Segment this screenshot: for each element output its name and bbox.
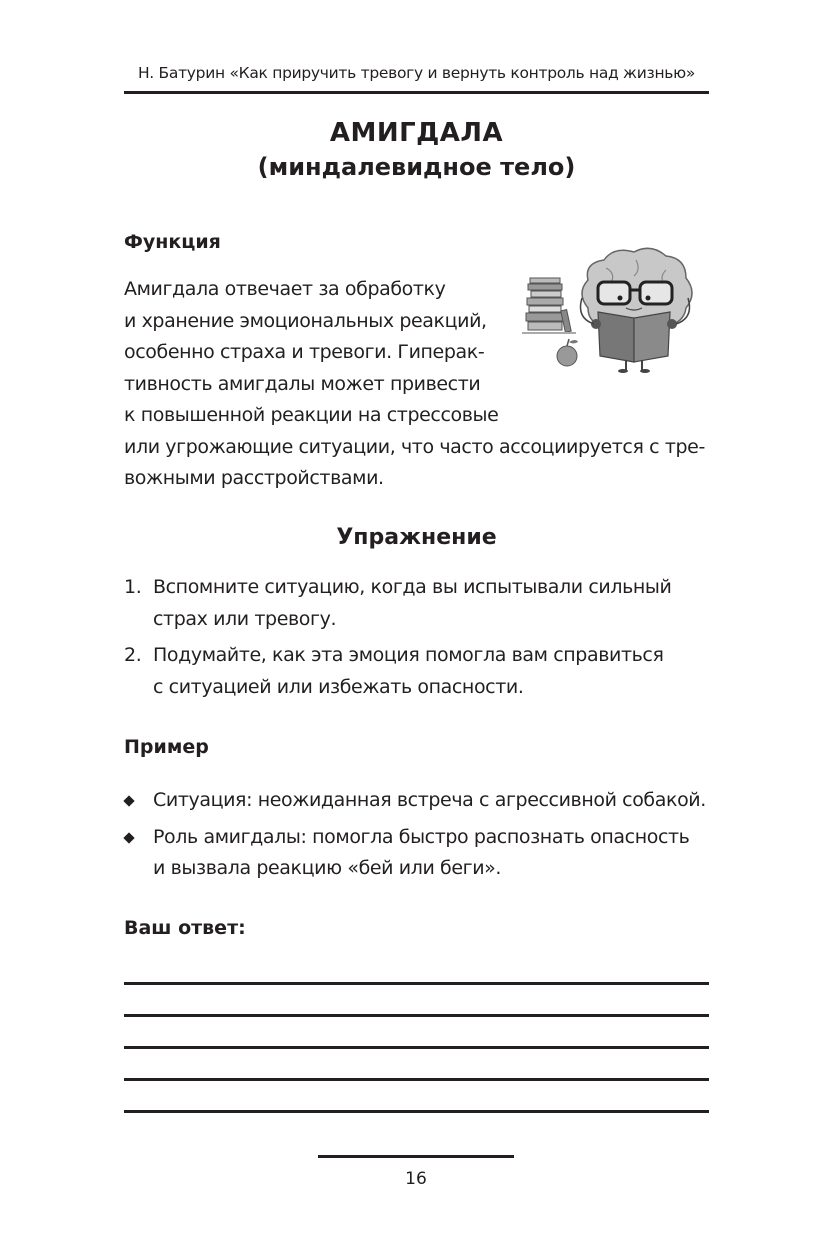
item-line: Ситуация: неожиданная встреча с агрессивной собакой. bbox=[153, 789, 706, 811]
list-number: 2. bbox=[124, 644, 142, 666]
page-subtitle: (миндалевидное тело) bbox=[257, 153, 576, 181]
item-line: Вспомните ситуацию, когда вы испытывали сильный bbox=[153, 576, 672, 598]
example-list bbox=[124, 785, 714, 890]
item-line: Подумайте, как эта эмоция помогла вам справиться bbox=[153, 644, 664, 666]
answer-writing-line[interactable] bbox=[124, 982, 709, 985]
answer-heading: Ваш ответ: bbox=[124, 917, 246, 939]
paragraph-line: Амигдала отвечает за обработку bbox=[124, 278, 446, 300]
answer-writing-line[interactable] bbox=[124, 1014, 709, 1017]
diamond-bullet-icon bbox=[123, 832, 134, 843]
function-heading: Функция bbox=[124, 231, 221, 253]
item-line: страх или тревогу. bbox=[153, 607, 337, 630]
books-stack-icon bbox=[522, 278, 576, 333]
example-item bbox=[124, 822, 714, 885]
example-heading: Пример bbox=[124, 736, 209, 758]
exercise-item bbox=[124, 572, 714, 635]
answer-writing-line[interactable] bbox=[124, 1046, 709, 1049]
apple-icon bbox=[557, 339, 578, 366]
page-title: АМИГДАЛА bbox=[329, 118, 504, 148]
answer-writing-line[interactable] bbox=[124, 1110, 709, 1113]
diamond-bullet-icon bbox=[123, 795, 134, 806]
item-line: Роль амигдалы: помогла быстро распознать опасность bbox=[153, 825, 690, 848]
running-head: Н. Батурин «Как приручить тревогу и вернуть контроль над жизнью» bbox=[137, 64, 696, 82]
header-rule bbox=[124, 91, 709, 94]
paragraph-line: тивность амигдалы может привести bbox=[124, 372, 481, 395]
paragraph-line: или угрожающие ситуации, что часто ассоциируется с тре- bbox=[124, 435, 705, 458]
paragraph-line: к повышенной реакции на стрессовые bbox=[124, 404, 499, 426]
paragraph-line: вожными расстройствами. bbox=[124, 467, 384, 489]
exercise-list bbox=[124, 572, 714, 708]
item-line: с ситуацией или избежать опасности. bbox=[153, 675, 524, 698]
footer-rule bbox=[318, 1155, 514, 1158]
list-number: 1. bbox=[124, 576, 142, 598]
paragraph-line: и хранение эмоциональных реакций, bbox=[124, 309, 487, 332]
page-number: 16 bbox=[405, 1169, 427, 1189]
brain-reading-book-illustration bbox=[516, 238, 706, 373]
example-item bbox=[124, 785, 714, 817]
exercise-heading: Упражнение bbox=[336, 525, 497, 550]
brain-character-icon bbox=[581, 248, 693, 373]
item-line: и вызвала реакцию «бей или беги». bbox=[153, 857, 502, 879]
exercise-item bbox=[124, 640, 714, 703]
answer-writing-line[interactable] bbox=[124, 1078, 709, 1081]
paragraph-line: особенно страха и тревоги. Гиперак- bbox=[124, 341, 485, 363]
